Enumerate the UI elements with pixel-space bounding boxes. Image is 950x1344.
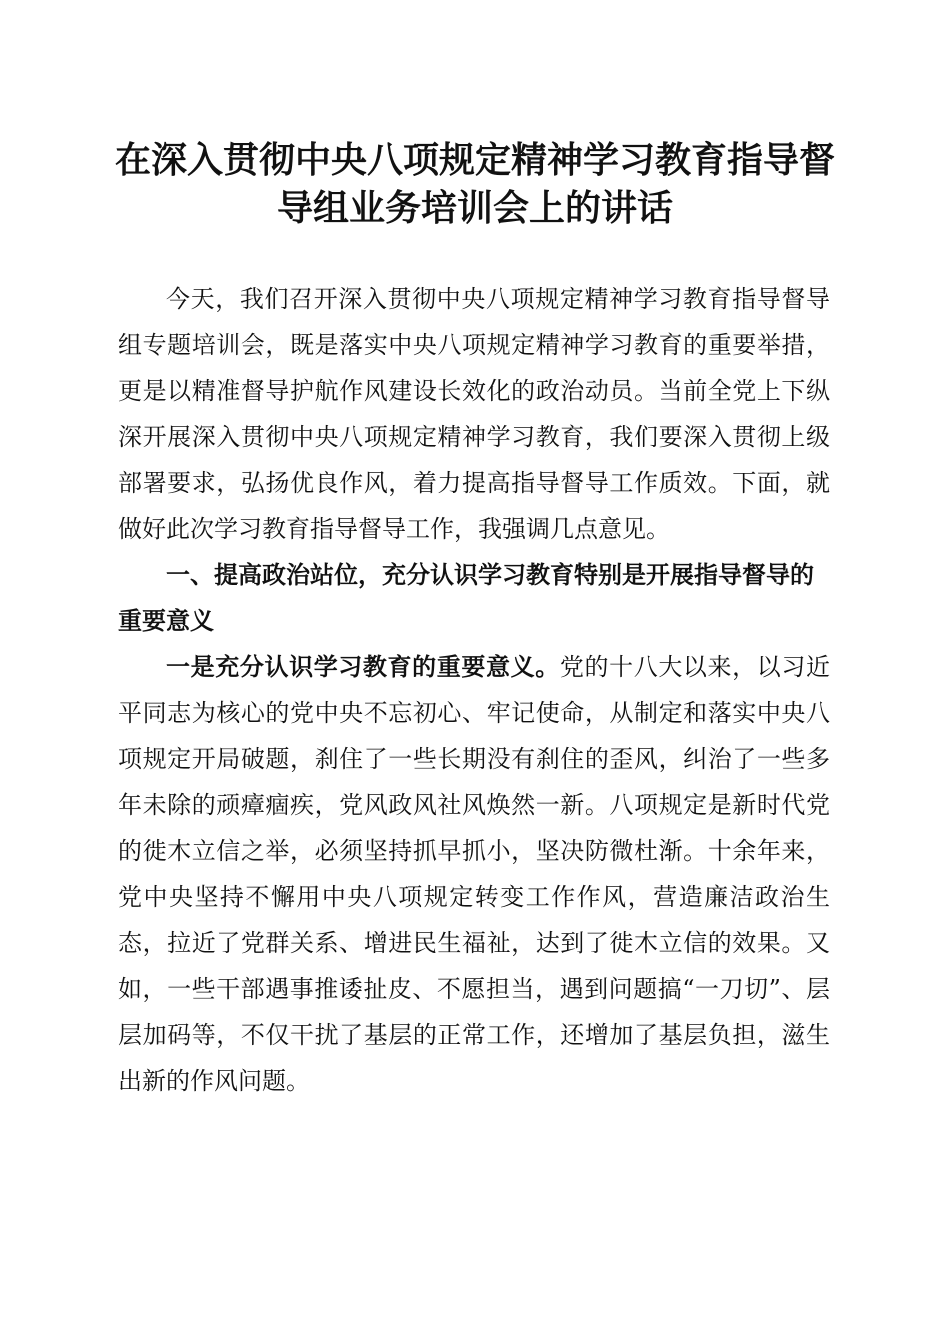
intro-paragraph: 今天，我们召开深入贯彻中央八项规定精神学习教育指导督导组专题培训会，既是落实中央八项规定精神学习教育的重要举措，更是以精准督导护航作风建设长效化的政治动员。当前全党上下纵深开展深入贯彻中央八项规定精神学习教育，我们要深入贯彻上级部署要求，弘扬优良作风，着力提高指导督导工作质效。下面，就做好此次学习教育指导督导工作，我强调几点意见。 <box>118 285 830 543</box>
document-title-line-2: 导组业务培训会上的讲话 <box>276 187 673 229</box>
section-1-heading: 一、提高政治站位，充分认识学习教育特别是开展指导督导的重要意义 <box>118 561 814 635</box>
section-1-point-1-paragraph <box>118 644 830 1104</box>
document-title-line-1: 在深入贯彻中央八项规定精神学习教育指导督 <box>114 139 835 181</box>
section-1-point-1-lead: 一是充分认识学习教育的重要意义。 <box>166 652 560 681</box>
section-1-point-1-body: 党的十八大以来，以习近平同志为核心的党中央不忘初心、牢记使命，从制定和落实中央八项规定开局破题，刹住了一些长期没有刹住的歪风，纠治了一些多年未除的顽瘴痼疾，党风政风社风焕然一新。八项规定是新时代党的徙木立信之举，必须坚持抓早抓小，坚决防微杜渐。十余年来，党中央坚持不懈用中央八项规定转变工作作风，营造廉洁政治生态，拉近了党群关系、增进民生福祉，达到了徙木立信的效果。又如，一些干部遇事推诿扯皮、不愿担当，遇到问题搞“一刀切”、层层加码等，不仅干扰了基层的正常工作，还增加了基层负担，滋生出新的作风问题。 <box>118 653 831 1095</box>
document-body <box>118 276 830 1104</box>
